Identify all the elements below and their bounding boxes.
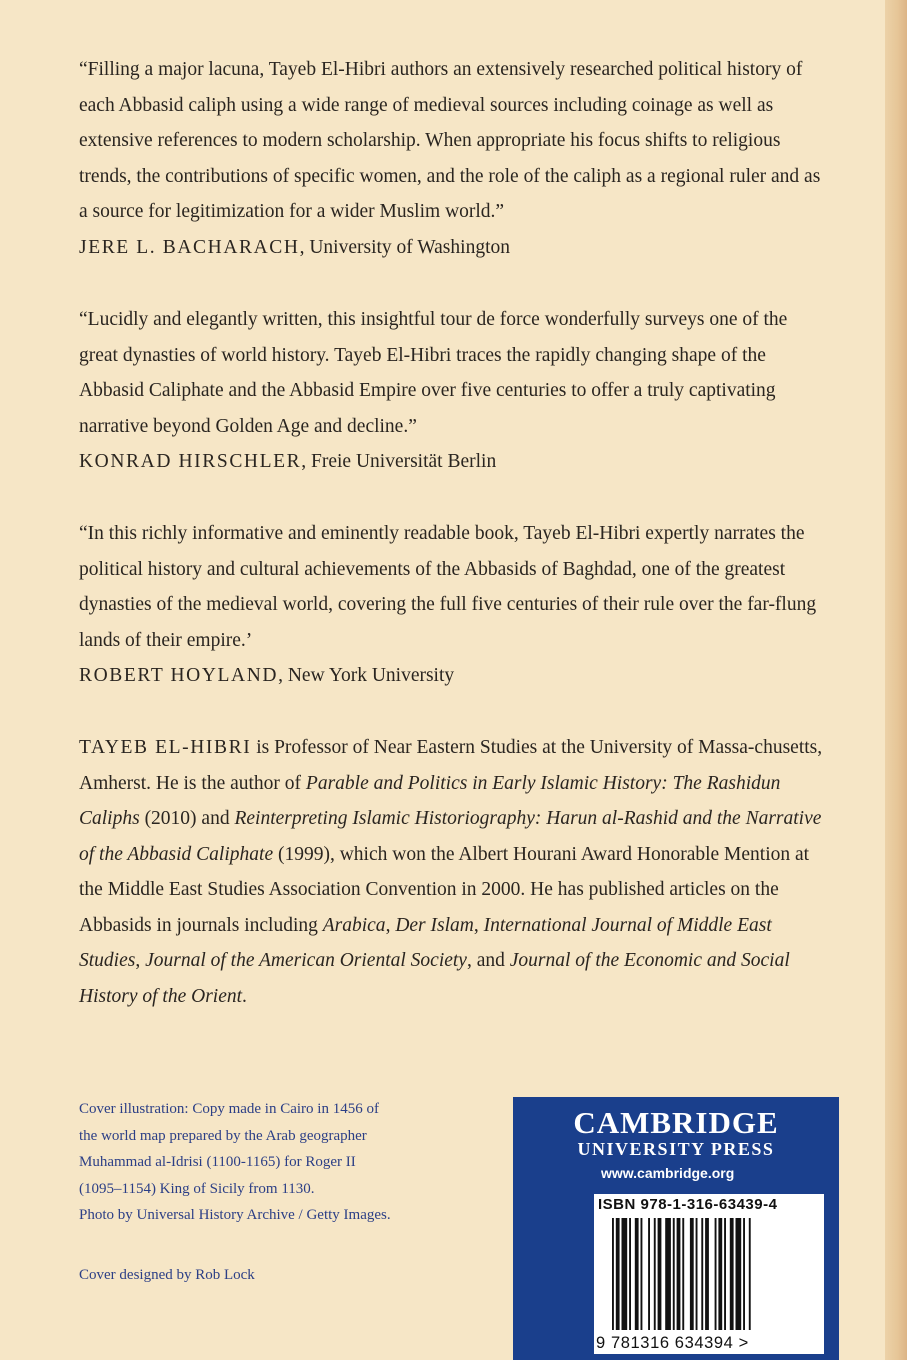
cover-credits xyxy=(79,1096,499,1229)
author-bio xyxy=(79,730,826,1014)
credit-line: (1095–1154) King of Sicily from 1130. xyxy=(79,1180,315,1197)
credit-line: Cover illustration: Copy made in Cairo in 1456 of xyxy=(79,1101,379,1117)
publisher-name: CAMBRIDGE xyxy=(573,1105,779,1140)
publisher-panel xyxy=(513,1097,839,1360)
journal-title: Journal of the Economic and Social History of the Orient xyxy=(79,950,790,1007)
reviewer-name: ROBERT HOYLAND xyxy=(79,665,279,686)
quote-text: “Lucidly and elegantly written, this insightful tour de force wonderfully surveys one of the great dynasties of world history. Tayeb El-Hibri traces the rapidly changing shape of the Abbasid Caliphate and the Abbasid Empire over five centuries to offer a truly captivating narrative beyond Golden Age and decline.” xyxy=(79,309,788,437)
bio-segment: (2010) and xyxy=(139,808,235,829)
journal-title: Journal of the American Oriental Society xyxy=(145,950,467,971)
bio-segment: , xyxy=(385,914,396,936)
isbn-label: ISBN 978-1-316-63439-4 xyxy=(598,1196,778,1213)
credit-line: Muhammad al-Idrisi (1100-1165) for Roger II xyxy=(79,1154,356,1170)
reviewer-name: JERE L. BACHARACH xyxy=(79,236,300,258)
quote-attribution xyxy=(79,234,826,262)
quote-attribution xyxy=(79,662,826,690)
spine-edge xyxy=(885,0,907,1360)
barcode-panel xyxy=(594,1194,824,1354)
bio-segment: . xyxy=(242,985,247,1007)
bio-segment: , xyxy=(473,914,484,936)
journal-title: Arabica xyxy=(322,914,386,936)
publisher-logo xyxy=(513,1107,839,1184)
credit-line: Photo by Universal History Archive / Getty Images. xyxy=(79,1207,391,1223)
cover-designer: Cover designed by Rob Lock xyxy=(79,1267,255,1283)
reviewer-name: KONRAD HIRSCHLER xyxy=(79,451,302,472)
credit-line: the world map prepared by the Arab geographer xyxy=(79,1127,367,1144)
publisher-press: UNIVERSITY PRESS xyxy=(577,1139,775,1159)
reviewer-affiliation: , Freie Universität Berlin xyxy=(301,451,497,472)
journal-title: Der Islam xyxy=(395,914,474,936)
reviewer-affiliation: , New York University xyxy=(278,665,455,686)
bio-segment: , xyxy=(135,950,146,971)
review-quote-1 xyxy=(79,52,826,262)
journal-title: International Journal of Middle East Studies xyxy=(79,914,772,971)
review-quote-2 xyxy=(79,302,826,476)
author-name: TAYEB EL-HIBRI xyxy=(79,737,252,758)
quote-text: “Filling a major lacuna, Tayeb El-Hibri authors an extensively researched political history of each Abbasid caliph using a wide range of medieval sources including coinage as well as extensive references to modern scholarship. When appropriate his focus shifts to religious trends, the contributions of specific women, and the role of the caliph as a regional ruler and as a source for legitimization for a wider Muslim world.” xyxy=(79,59,821,222)
bio-text xyxy=(79,730,826,1014)
quote-attribution xyxy=(79,448,826,476)
book-title: Reinterpreting Islamic Historiography: Harun al-Rashid and the Narrative of the Abbasid Caliphate xyxy=(79,808,822,865)
barcode-icon xyxy=(612,1218,810,1336)
bio-segment: , and xyxy=(466,950,510,971)
bio-segment: is Professor of Near Eastern Studies at the University of Massa-chusetts, Amherst. He is the author of xyxy=(79,737,823,794)
review-quote-3 xyxy=(79,516,826,690)
book-title: Parable and Politics in Early Islamic History: The Rashidun Caliphs xyxy=(79,772,781,829)
publisher-url: www.cambridge.org xyxy=(601,1165,735,1181)
reviewer-affiliation: , University of Washington xyxy=(299,236,510,258)
bio-segment: (1999), which won the Albert Hourani Award Honorable Mention at the Middle East Studies Association Convention in 2000. He has published articles on the Abbasids in journals including xyxy=(79,843,810,936)
quote-text: “In this richly informative and eminently readable book, Tayeb El-Hibri expertly narrates the political history and cultural achievements of the Abbasids of Baghdad, one of the greatest dynasties of the medieval world, covering the full five centuries of their rule over the far-flung lands of their empire.’ xyxy=(79,523,817,651)
barcode-digits: 9 781316 634394 > xyxy=(596,1334,749,1352)
